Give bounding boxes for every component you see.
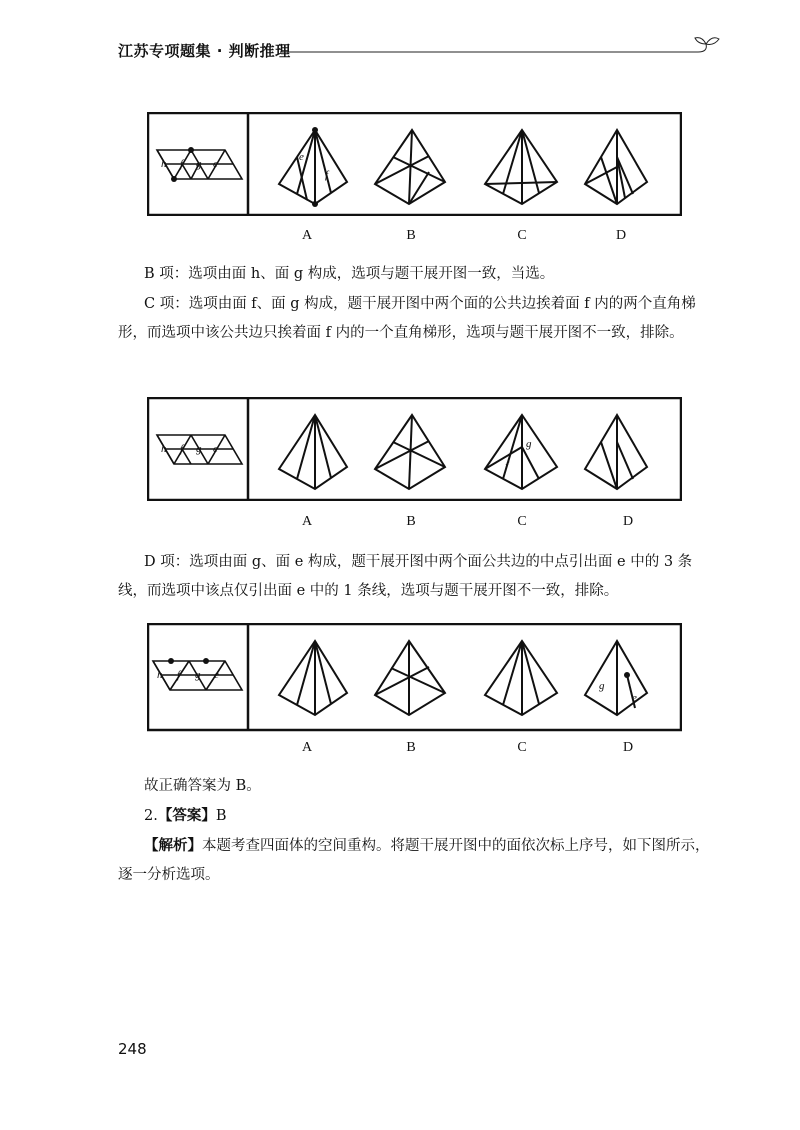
option-c-face-f: f	[505, 460, 509, 472]
option-b-tetrahedron[interactable]	[375, 130, 445, 204]
d-item-paragraph: D 项：选项由面 g、面 e 构成，题干展开图中两个面公共边的中点引出面 e 中的 3 条线，而选项中该点仅引出面 e 中的 1 条线，选项与题干展开图不一致，排除。	[118, 554, 693, 599]
analysis-paragraph	[118, 832, 710, 890]
option-c-tetrahedron[interactable]	[485, 130, 557, 204]
option-a-tetrahedron[interactable]	[279, 130, 347, 204]
c-item-paragraph: C 项：选项由面 f、面 g 构成，题干展开图中两个面的公共边挨着面 f 内的两个直角梯形，而选项中该公共边只挨着面 f 内的一个直角梯形，选项与题干展开图不一致，排除。	[118, 296, 696, 341]
figure-1	[147, 112, 682, 216]
question-2-answer-line	[118, 802, 710, 831]
figure-3-drawing	[147, 623, 682, 733]
net-face-g: g	[195, 669, 201, 681]
option-d-face-e: e	[632, 692, 637, 704]
conclusion-paragraph: 故正确答案为 B。	[144, 778, 261, 794]
figure-1-option-b-label: B	[406, 228, 416, 243]
figure-2-drawing	[147, 397, 682, 501]
option-a-tetrahedron[interactable]	[279, 641, 347, 715]
answer-tag: 【答案】	[157, 808, 216, 824]
net-face-e: e	[213, 158, 218, 170]
option-c-tetrahedron[interactable]	[485, 415, 557, 489]
header-rule-sprout-icon	[118, 36, 724, 66]
figure-3-option-c-label: C	[517, 740, 527, 755]
net-face-h: h	[161, 158, 167, 170]
option-a-face-e: e	[299, 151, 304, 163]
figure-2	[147, 397, 682, 501]
b-item-paragraph: B 项：选项由面 h、面 g 构成，选项与题干展开图一致，当选。	[144, 266, 555, 282]
option-b-tetrahedron[interactable]	[375, 641, 445, 715]
net-face-e: e	[214, 669, 219, 681]
figure-1-option-a-label: A	[301, 228, 313, 243]
option-b-tetrahedron[interactable]	[375, 415, 445, 489]
running-header	[118, 36, 724, 66]
figure-1-option-c-label: C	[517, 228, 527, 243]
net-face-g: g	[196, 443, 202, 455]
figure-3-option-d-label: D	[622, 740, 634, 755]
answer-value: B	[215, 808, 227, 824]
page-number: 248	[118, 1040, 147, 1058]
net-face-f: f	[177, 669, 181, 681]
option-d-tetrahedron[interactable]	[585, 415, 647, 489]
option-d-face-g: g	[599, 680, 605, 692]
option-a-face-f: f	[325, 169, 329, 181]
net-face-e: e	[213, 443, 218, 455]
option-d-tetrahedron[interactable]	[585, 641, 647, 715]
option-a-tetrahedron[interactable]	[279, 415, 347, 489]
figure-1-option-d-label: D	[615, 228, 627, 243]
option-c-face-g: g	[526, 438, 532, 450]
figure-2-option-d-label: D	[622, 514, 634, 529]
net-face-h: h	[161, 443, 167, 455]
analysis-text: 本题考查四面体的空间重构。将题干展开图中的面依次标上序号，如下图所示，逐一分析选项。	[118, 838, 710, 883]
option-c-tetrahedron[interactable]	[485, 641, 557, 715]
option-d-tetrahedron[interactable]	[585, 130, 647, 204]
figure-1-drawing	[147, 112, 682, 216]
figure-2-option-b-label: B	[406, 514, 416, 529]
figure-2-option-c-label: C	[517, 514, 527, 529]
running-header-title: 江苏专项题集 · 判断推理	[118, 42, 291, 60]
figure-3-option-b-label: B	[406, 740, 416, 755]
net-face-f: f	[180, 443, 184, 455]
analysis-tag: 【解析】	[144, 838, 202, 854]
net-face-f: f	[180, 158, 184, 170]
figure-3	[147, 623, 682, 727]
figure-2-option-a-label: A	[301, 514, 313, 529]
net-face-h: h	[157, 669, 163, 681]
figure-3-option-a-label: A	[301, 740, 313, 755]
question-2-number: 2.	[144, 808, 158, 824]
net-face-g: g	[196, 158, 202, 170]
